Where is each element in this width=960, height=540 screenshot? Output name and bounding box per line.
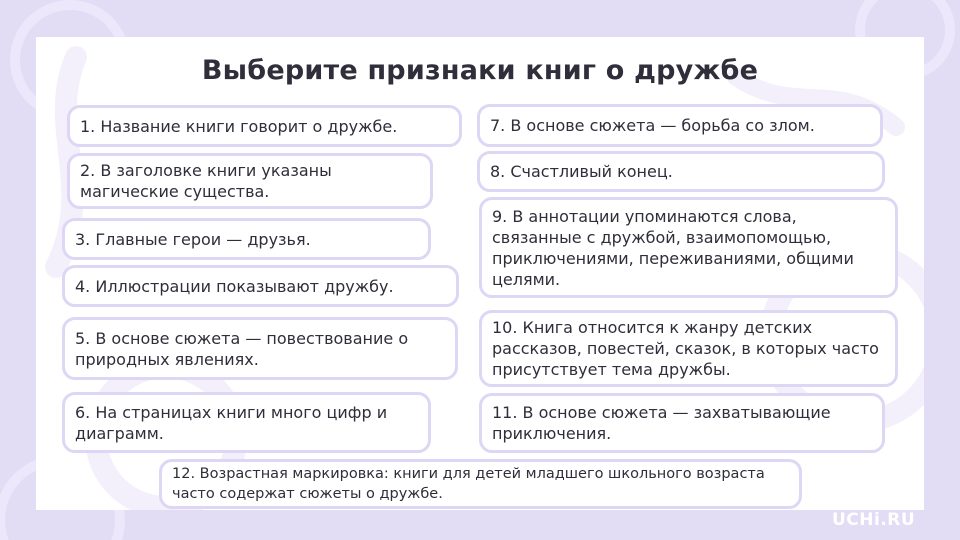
option-text-5: 5. В основе сюжета — повествование о природных явлениях. bbox=[75, 328, 409, 369]
option-card-9[interactable] bbox=[479, 197, 898, 298]
option-text-8: 8. Счастливый конец. bbox=[490, 162, 673, 181]
page-title: Выберите признаки книг о дружбе bbox=[201, 55, 759, 86]
option-text-11: 11. В основе сюжета — захватывающие приключения. bbox=[492, 403, 831, 443]
option-card-6[interactable] bbox=[62, 392, 431, 453]
option-text-6: 6. На страницах книги много цифр и диаграмм. bbox=[75, 402, 388, 443]
option-text-2: 2. В заголовке книги указаны магические существа. bbox=[80, 161, 332, 201]
option-text-10: 10. Книга относится к жанру детских рассказов, повестей, сказок, в которых часто присутствует тема дружбы. bbox=[492, 318, 879, 379]
option-card-4[interactable] bbox=[62, 265, 459, 307]
option-card-5[interactable] bbox=[62, 317, 458, 380]
option-text-12: 12. Возрастная маркировка: книги для детей младшего школьного возраста часто содержат сюжеты о дружбе. bbox=[172, 466, 765, 502]
option-card-7[interactable] bbox=[477, 104, 883, 147]
option-text-4: 4. Иллюстрации показывают дружбу. bbox=[75, 276, 394, 296]
option-card-3[interactable] bbox=[62, 218, 431, 260]
option-text-3: 3. Главные герои — друзья. bbox=[75, 229, 311, 249]
option-card-11[interactable] bbox=[479, 393, 885, 453]
option-text-9: 9. В аннотации упоминаются слова, связанные с дружбой, взаимопомощью, приключениями, переживаниями, общими целями. bbox=[492, 206, 854, 289]
option-text-1: 1. Название книги говорит о дружбе. bbox=[80, 116, 398, 136]
option-text-7: 7. В основе сюжета — борьба со злом. bbox=[490, 116, 815, 135]
option-card-10[interactable] bbox=[479, 310, 898, 387]
option-card-12[interactable] bbox=[159, 459, 802, 509]
brand-logo: UCHi.RU bbox=[832, 510, 916, 530]
option-card-1[interactable] bbox=[67, 105, 462, 147]
option-card-8[interactable] bbox=[477, 151, 885, 192]
option-card-2[interactable] bbox=[67, 153, 433, 209]
